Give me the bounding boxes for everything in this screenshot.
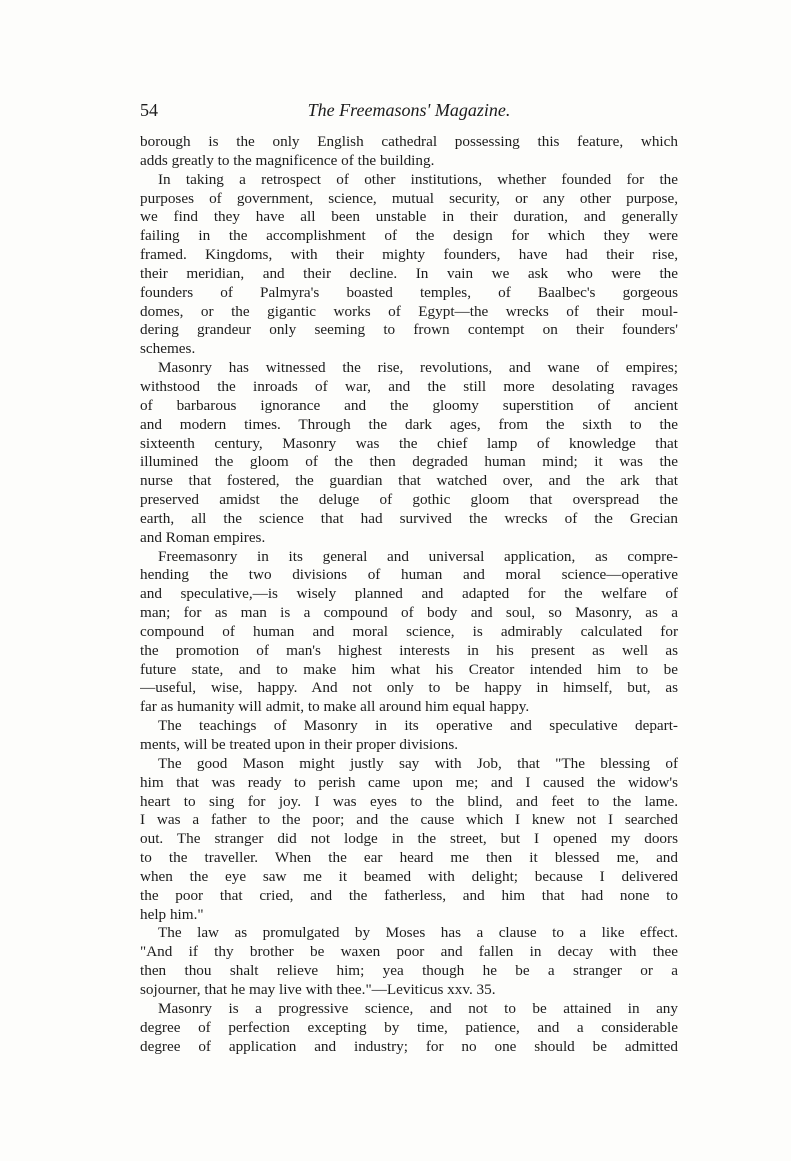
text-line: nurse that fostered, the guardian that watched over, and the ark that — [140, 472, 678, 490]
text-line: schemes. — [140, 340, 196, 358]
text-line: and Roman empires. — [140, 528, 266, 546]
text-line: borough is the only English cathedral possessing this feature, which — [140, 133, 678, 150]
text-line: man; for as man is a compound of body and soul, so Masonry, as a — [140, 604, 678, 622]
text-line: I was a father to the poor; and the cause which I knew not I searched — [140, 811, 678, 829]
text-line: Freemasonry in its general and universal application, as compre- — [158, 547, 678, 565]
text-line: their meridian, and their decline. In vain we ask who were the — [140, 264, 678, 282]
text-line: sojourner, that he may live with thee."—Leviticus xxv. 35. — [140, 980, 496, 998]
page-number: 54 — [140, 100, 158, 120]
text-line: Masonry is a progressive science, and not to be attained in any — [158, 999, 678, 1017]
text-line: The teachings of Masonry in its operative and speculative depart- — [158, 717, 678, 735]
text-line: founders of Palmyra's boasted temples, of Baalbec's gorgeous — [140, 283, 678, 301]
text-line: Masonry has witnessed the rise, revolutions, and wane of empires; — [158, 359, 678, 377]
text-line: —useful, wise, happy. And not only to be happy in himself, but, as — [140, 679, 678, 697]
text-line: the promotion of man's highest interests in his present as well as — [140, 641, 678, 659]
text-line: adds greatly to the magnificence of the building. — [140, 151, 435, 169]
text-line: domes, or the gigantic works of Egypt—the wrecks of their moul- — [140, 302, 678, 320]
text-line: failing in the accomplishment of the design for which they were — [140, 227, 678, 245]
text-line: degree of perfection excepting by time, patience, and a considerable — [140, 1018, 678, 1036]
text-line: to the traveller. When the ear heard me then it blessed me, and — [140, 849, 678, 867]
text-line: heart to sing for joy. I was eyes to the blind, and feet to the lame. — [140, 792, 678, 810]
text-line: we find they have all been unstable in their duration, and generally — [140, 208, 678, 226]
text-line: In taking a retrospect of other institutions, whether founded for the — [158, 170, 678, 188]
text-line: hending the two divisions of human and moral science—operative — [140, 566, 678, 584]
text-line: withstood the inroads of war, and the still more desolating ravages — [140, 377, 678, 395]
text-line: the poor that cried, and the fatherless, and him that had none to — [140, 886, 678, 904]
text-line: sixteenth century, Masonry was the chief lamp of knowledge that — [140, 434, 678, 452]
text-line: framed. Kingdoms, with their mighty founders, have had their rise, — [140, 246, 678, 264]
text-line: then thou shalt relieve him; yea though he be a stranger or a — [140, 962, 678, 980]
text-line: far as humanity will admit, to make all around him equal happy. — [140, 698, 530, 716]
text-line: of barbarous ignorance and the gloomy superstition of ancient — [140, 396, 678, 414]
running-head — [140, 100, 678, 126]
magazine-title: The Freemasons' Magazine. — [307, 100, 511, 120]
text-line: The law as promulgated by Moses has a clause to a like effect. — [158, 924, 678, 942]
text-line: dering grandeur only seeming to frown contempt on their founders' — [140, 321, 678, 339]
text-line: purposes of government, science, mutual security, or any other purpose, — [140, 189, 678, 207]
text-line: when the eye saw me it beamed with delight; because I delivered — [140, 867, 678, 885]
text-line: The good Mason might justly say with Job, that "The blessing of — [158, 754, 678, 772]
text-line: illumined the gloom of the then degraded human mind; it was the — [140, 453, 678, 471]
text-line: help him." — [140, 905, 204, 923]
article-body — [140, 133, 678, 1056]
text-line: compound of human and moral science, is admirably calculated for — [140, 622, 678, 640]
text-line: and speculative,—is wisely planned and adapted for the welfare of — [140, 585, 678, 603]
text-line: degree of application and industry; for no one should be admitted — [140, 1037, 678, 1055]
text-line: him that was ready to perish came upon me; and I caused the widow's — [140, 773, 678, 791]
text-line: ments, will be treated upon in their proper divisions. — [140, 736, 459, 753]
text-line: future state, and to make him what his Creator intended him to be — [140, 660, 678, 678]
text-line: out. The stranger did not lodge in the street, but I opened my doors — [140, 830, 678, 848]
text-line: preserved amidst the deluge of gothic gloom that overspread the — [140, 491, 678, 509]
text-line: earth, all the science that had survived the wrecks of the Grecian — [140, 509, 678, 527]
text-line: and modern times. Through the dark ages, from the sixth to the — [140, 415, 678, 433]
text-line: "And if thy brother be waxen poor and fallen in decay with thee — [140, 943, 678, 961]
